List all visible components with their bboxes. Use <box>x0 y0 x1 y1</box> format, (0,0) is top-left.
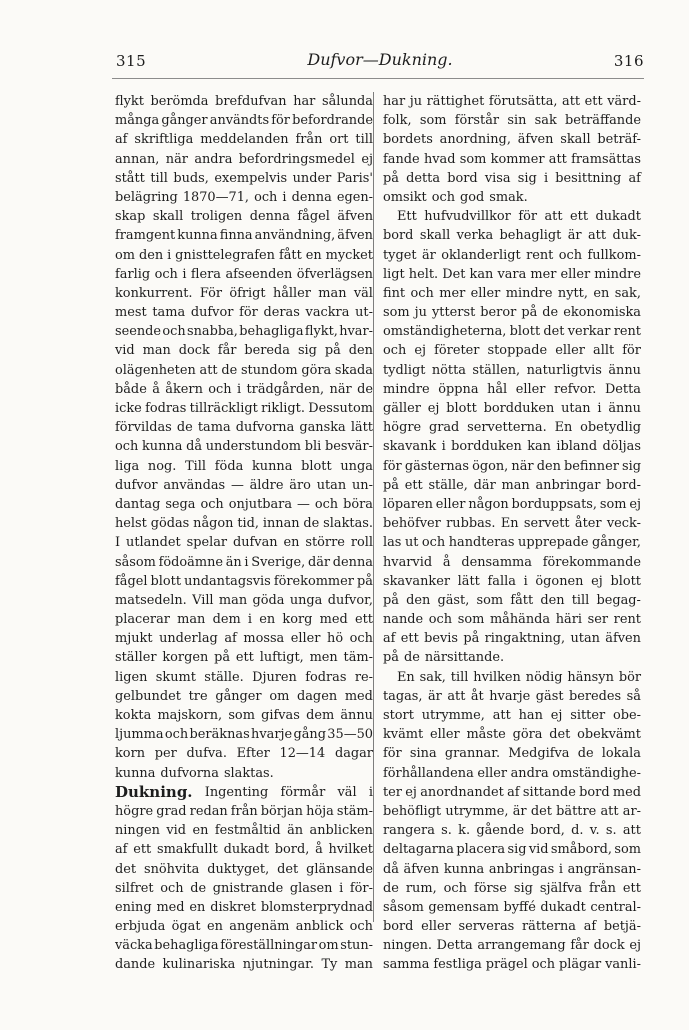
text-line: placerar man dem i en korg med ett <box>115 612 373 628</box>
text-line: icke fodras tillräckligt rikligt. Dessutom <box>115 401 373 416</box>
text-line: dufvor användas — äldre äro utan un- <box>115 477 373 493</box>
text-line: har ju rättighet förutsätta, att ett värd- <box>383 94 641 109</box>
text-line: af skriftliga meddelanden från ort till <box>115 132 373 148</box>
text-line: las ut och handteras upprepade gånger, <box>383 535 641 551</box>
text-line: omsikt och god smak. <box>383 189 528 205</box>
text-line: ningen. Detta arrangemang får dock ej <box>383 938 641 954</box>
column-divider <box>373 92 374 922</box>
text-line: seende och snabba, behagliga flykt, hvar- <box>115 324 373 340</box>
text-line: ligen skumt ställe. Djuren fodras re- <box>115 669 373 685</box>
text-line: af ett smakfullt dukadt bord, å hvilket <box>115 842 373 858</box>
text-line: rangera s. k. gående bord, d. v. s. att <box>383 823 641 839</box>
text-line: Ett hufvudvillkor för att ett dukadt <box>397 209 641 225</box>
text-line: bordets anordning, äfven skall beträf- <box>383 132 641 148</box>
text-line: många gånger användts för befordrande <box>115 113 373 129</box>
text-line: såsom gemensam byffé dukadt central- <box>383 899 641 915</box>
text-line: bord skall verka behagligt är att duk- <box>383 228 641 244</box>
text-line: stått till buds, exempelvis under Paris' <box>115 170 373 186</box>
text-line: ening med en diskret blomsterprydnad <box>115 899 373 915</box>
text-line: det snöhvita duktyget, det glänsande <box>115 861 373 877</box>
text-line: då äfven kunna anbringas i angränsan- <box>383 861 641 877</box>
text-line: farlig och i flera afseenden öfverlägsen <box>115 266 373 282</box>
text-line: belägring 1870—71, och i denna egen- <box>115 189 373 205</box>
text-line: stort utrymme, att han ej sitter obe- <box>383 708 641 723</box>
text-line: folk, som förstår sin sak beträffande <box>383 113 641 129</box>
text-line: behöfligt utrymme, är det bättre att ar- <box>383 803 641 819</box>
text-line: mjukt underlag af mossa eller hö och <box>115 631 373 647</box>
text-line: dantag sega och onjutbara — och böra <box>115 496 373 512</box>
text-line: I utlandet spelar dufvan en större roll <box>115 535 373 551</box>
text-line: konkurrent. För öfrigt håller man väl <box>115 285 373 301</box>
text-line: kokta majskorn, som gifvas dem ännu <box>115 708 373 723</box>
text-line: gelbundet tre gånger om dagen med <box>115 688 373 704</box>
text-line: löparen eller någon borduppsats, som ej <box>383 496 641 512</box>
text-line: matsedeln. Vill man göda unga dufvor, <box>115 592 373 608</box>
text-line: tydligt nötta ställen, naturligtvis ännu <box>383 362 641 378</box>
text-line: på ett ställe, där man anbringar bord- <box>383 477 641 493</box>
text-line: deltagarna placera sig vid småbord, som <box>383 842 641 858</box>
text-line: för gästernas ögon, när den befinner sig <box>383 458 641 474</box>
text-line: fågel blott undantagsvis förekommer på <box>115 573 373 589</box>
text-line: ligt helt. Det kan vara mer eller mindre <box>383 266 641 282</box>
text-line: nande och som måhända häri ser rent <box>383 612 641 628</box>
right-column <box>383 92 641 975</box>
text-line: för sina grannar. Medgifva de lokala <box>383 746 641 762</box>
text-line: högre grad redan från början höja stäm- <box>115 803 373 819</box>
text-line: dande kulinariska njutningar. Ty man <box>115 957 373 973</box>
text-line: helst gödas någon tid, innan de slaktas. <box>115 516 373 532</box>
text-line: liga nog. Till föda kunna blott unga <box>115 458 373 474</box>
text-line: af ett bevis på ringaktning, utan äfven <box>383 631 641 647</box>
text-line: förvildas de tama dufvorna ganska lätt <box>115 420 373 436</box>
page-number-left: 315 <box>116 52 147 70</box>
text-line: såsom födoämne än i Sverige, där denna <box>115 554 373 570</box>
text-line: på de närsittande. <box>383 650 505 666</box>
text-line: mindre öppna hål eller refvor. Detta <box>383 381 641 397</box>
text-line: tagas, är att åt hvarje gäst beredes så <box>383 688 641 704</box>
text-line: kunna dufvorna slaktas. <box>115 765 274 781</box>
text-line: vid man dock får bereda sig på den <box>115 343 373 359</box>
text-line: tyget är oklanderligt rent och fullkom- <box>383 247 641 263</box>
text-line: fande hvad som kommer att framsättas <box>383 151 641 167</box>
text-line: hvarvid å densamma förekommande <box>383 554 641 570</box>
page-number-right: 316 <box>613 52 644 70</box>
text-line: väcka behagliga föreställningar om stun- <box>115 938 373 954</box>
text-line: högre grad servetterna. En obetydlig <box>383 420 641 436</box>
text-line: ningen vid en festmåltid än anblicken <box>115 823 373 839</box>
text-line: annan, när andra befordringsmedel ej <box>115 151 373 167</box>
text-line: framgent kunna finna användning, äfven <box>115 228 373 244</box>
text-line: på den gäst, som fått den till begag- <box>383 592 641 608</box>
text-line: mest tama dufvor för deras vackra ut- <box>115 305 373 321</box>
header-rule <box>112 78 644 79</box>
text-line: ställer korgen på ett luftigt, men täm- <box>115 650 373 666</box>
text-line: ter ej anordnandet af sittande bord med <box>383 784 641 800</box>
text-line: ljumma och beräknas hvarje gång 35—50 <box>115 727 373 743</box>
text-line: flykt berömda brefdufvan har sålunda <box>115 94 373 109</box>
text-line: kvämt eller måste göra det obekvämt <box>383 727 641 743</box>
text-line: skavanker lätt falla i ögonen ej blott <box>383 573 641 589</box>
text-line: erbjuda ögat en angenäm anblick och <box>115 919 373 935</box>
text-line: fint och mer eller mindre nytt, en sak, <box>383 285 641 301</box>
text-line: och ej företer stoppade eller allt för <box>383 343 641 359</box>
text-line: samma festliga prägel och plägar vanli- <box>383 957 641 973</box>
text-line: En sak, till hvilken nödig hänsyn bör <box>397 669 641 685</box>
left-column <box>115 92 373 975</box>
text-line: gäller ej blott bordduken utan i ännu <box>383 401 641 416</box>
running-header <box>116 48 644 76</box>
text-line: bord eller serveras rätterna af betjä- <box>383 919 641 935</box>
text-line: olägenheten att de stundom göra skada <box>115 362 373 378</box>
text-line: behöfver rubbas. En servett åter veck- <box>383 516 641 532</box>
text-line: omständigheterna, blott det verkar rent <box>383 324 641 340</box>
text-line: som ju ytterst beror på de ekonomiska <box>383 305 641 321</box>
text-line: skap skall troligen denna fågel äfven <box>115 209 373 225</box>
text-line: och kunna då understundom bli besvär- <box>115 439 373 455</box>
text-line: på detta bord visa sig i besittning af <box>383 170 641 186</box>
text-line: om den i gnisttelegrafen fått en mycket <box>115 247 373 263</box>
text-line: förhållandena eller andra omständighe- <box>383 765 641 781</box>
running-title: Dufvor—Dukning. <box>307 50 453 69</box>
text-line: skavank i bordduken kan ibland döljas <box>383 439 641 455</box>
text-line: de rum, och förse sig själfva från ett <box>383 880 641 896</box>
text-line: korn per dufva. Efter 12—14 dagar <box>115 746 373 762</box>
text-line: både å åkern och i trädgården, när de <box>115 381 373 397</box>
text-line: silfret och de gnistrande glasen i för- <box>115 880 373 896</box>
text-line: Dukning. Ingenting förmår väl i <box>115 782 373 801</box>
